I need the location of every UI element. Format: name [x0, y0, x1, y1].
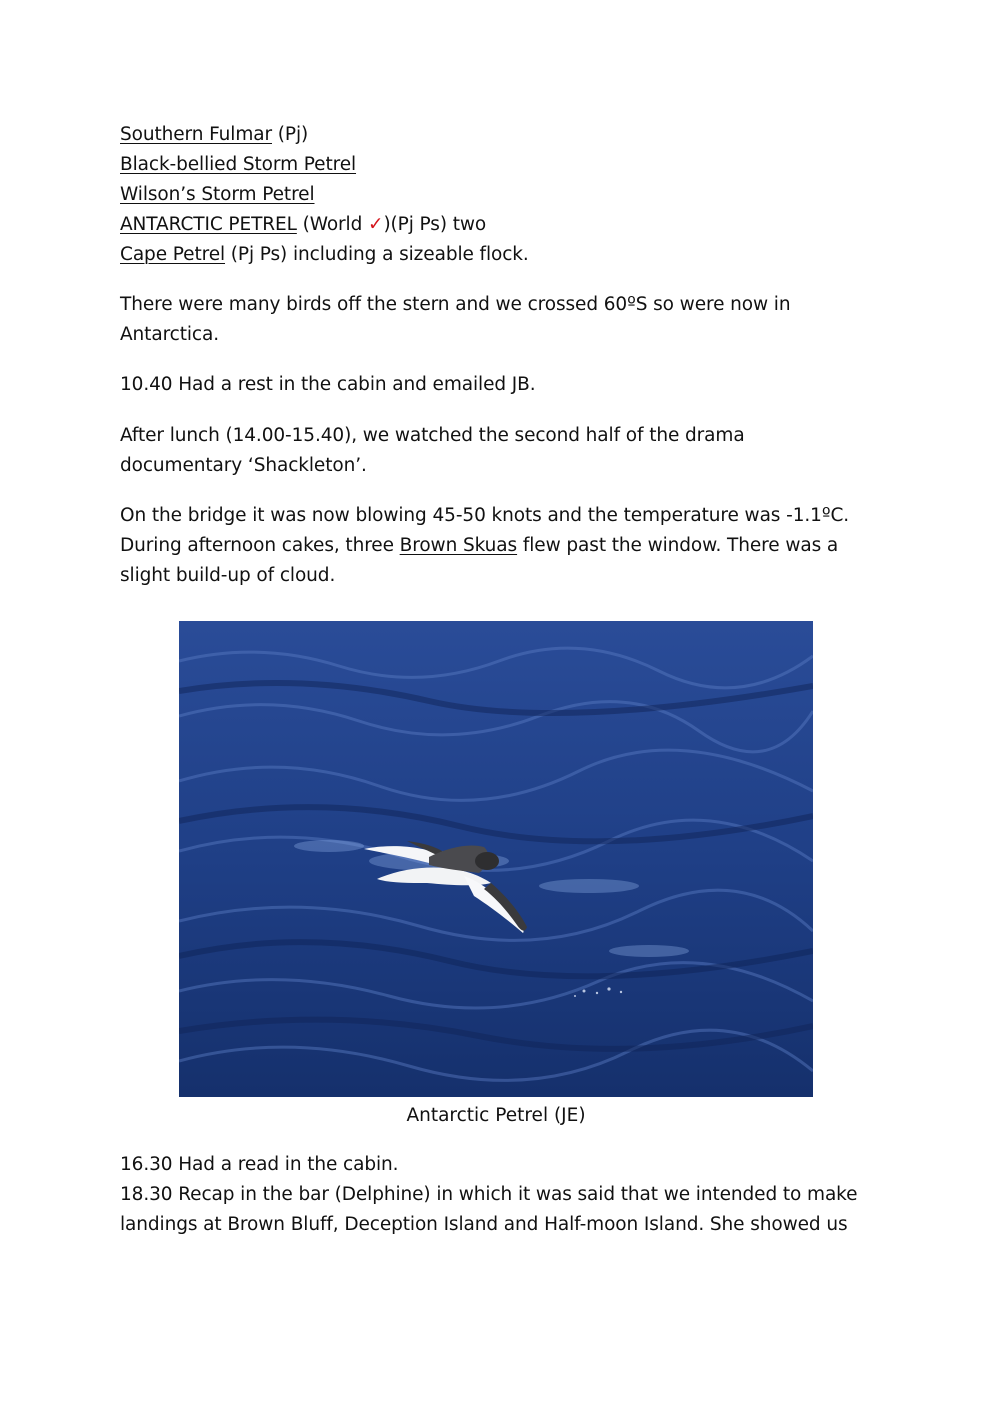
- species-black-bellied-storm-petrel: [120, 150, 356, 180]
- paragraph-rest: 10.40 Had a rest in the cabin and emailed JB.: [120, 374, 536, 395]
- checkmark-icon: ✓: [368, 214, 384, 235]
- species-antarctic-petrel: ANTARCTIC PETREL (World ✓)(Pj Ps) two: [120, 214, 487, 235]
- species-name: ANTARCTIC PETREL: [120, 214, 297, 235]
- paragraph-read: 16.30 Had a read in the cabin.: [120, 1154, 399, 1175]
- species-name: Brown Skuas: [399, 535, 518, 556]
- photo-caption: Antarctic Petrel (JE): [406, 1105, 586, 1126]
- species-wilsons-storm-petrel: [120, 180, 315, 210]
- species-name: Southern Fulmar: [120, 124, 272, 145]
- species-southern-fulmar: Southern Fulmar (Pj): [120, 124, 309, 145]
- species-name: Wilson’s Storm Petrel: [120, 184, 315, 205]
- species-name: Black-bellied Storm Petrel: [120, 154, 357, 175]
- species-cape-petrel: Cape Petrel (Pj Ps) including a sizeable flock.: [120, 244, 529, 265]
- antarctic-petrel-photo: [179, 621, 813, 1097]
- species-name: Cape Petrel: [120, 244, 226, 265]
